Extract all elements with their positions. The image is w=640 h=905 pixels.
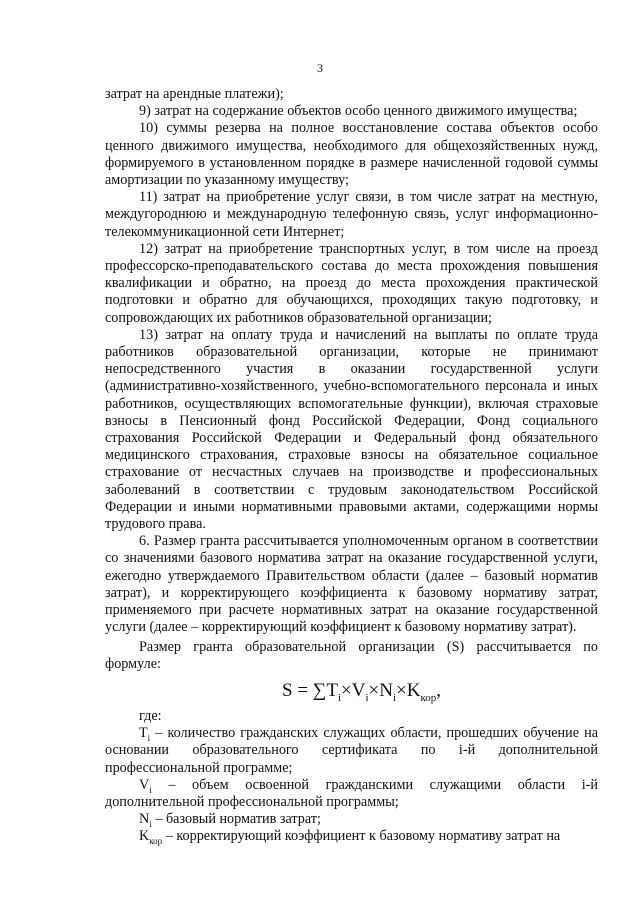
- definition-n-text: – базовый норматив затрат;: [151, 811, 321, 828]
- definition-v-text: – объем освоенной гражданскими служащими области i-й дополнительной профессиональной программы;: [105, 776, 598, 810]
- formula-sub-t: i: [337, 691, 341, 704]
- grant-formula: [105, 679, 598, 703]
- formula-sub-v: i: [365, 691, 369, 704]
- definition-n-symbol: N: [139, 811, 150, 828]
- paragraph-8-tail: затрат на арендные платежи);: [105, 86, 284, 102]
- document-body: [105, 86, 598, 846]
- paragraph-10: 10) суммы резерва на полное восстановление состава объектов особо ценного движимого имущества, необходимого для общехозяйственных нужд, формируемого в установленном порядке в размере начисленной годовой суммы амортизации по указанному имуществу;: [105, 120, 598, 189]
- paragraph-6: 6. Размер гранта рассчитывается уполномоченным органом в соответствии со значениями базового норматива затрат на оказание государственной услуги, ежегодно утверждаемого Правительством области (далее – базовый норматив затрат), и корректирующего коэффициента к базовому нормативу затрат, применяемого при расчете нормативных затрат на оказание государственной услуги (далее – корректирующий коэффициент к базовому нормативу затрат).: [105, 533, 598, 636]
- formula-sub-kor: кор: [420, 691, 437, 704]
- where-label: где:: [139, 707, 162, 724]
- definition-v-symbol: V: [139, 776, 150, 793]
- formula-n: ×N: [368, 679, 393, 701]
- definition-k-text: – корректирующий коэффициент к базовому нормативу затрат на: [162, 828, 561, 845]
- definition-n-subscript: i: [149, 818, 152, 829]
- formula-intro: Размер гранта образовательной организации (S) рассчитывается по формуле:: [105, 638, 598, 672]
- definition-k: [105, 828, 598, 845]
- definition-v: [105, 777, 598, 811]
- formula-v: ×V: [341, 679, 366, 701]
- definition-t: [105, 725, 598, 777]
- paragraph-13: 13) затрат на оплату труда и начислений на выплаты по оплате труда работников образовательной организации, которые не принимают непосредственного участия в оказании государственной услуги (административно-хозяйственного, учебно-вспомогательного персонала и иных работников, осуществляющих вспомогательные функции), включая страховые взносы в Пенсионный фонд Российской Федерации, Фонд социального страхования Российской Федерации и Федеральный фонд обязательного медицинского страхования, страховые взносы на обязательное социальное страхование от несчастных случаев на производстве и профессиональных заболеваний в соответствии с трудовым законодательством Российской Федерации и иными нормативными правовыми актами, содержащими нормы трудового права.: [105, 326, 598, 533]
- definition-v-subscript: i: [149, 784, 152, 795]
- definition-t-text: – количество гражданских служащих области, прошедших обучение на основании образовательного сертификата по i-й дополнительной профессиональной программе;: [105, 725, 598, 776]
- paragraph-12: 12) затрат на приобретение транспортных услуг, в том числе на проезд профессорско-преподавательского состава до места прохождения повышения квалификации и обратно, на проезд до места прохождения практической подготовки и обратно для обучающихся, проходящих такую подготовку, и сопровождающих их работников образовательной организации;: [105, 240, 598, 326]
- definition-t-subscript: i: [147, 732, 151, 743]
- formula-end: ,: [436, 679, 441, 701]
- paragraph-9: 9) затрат на содержание объектов особо ценного движимого имущества;: [139, 103, 578, 120]
- formula-lhs: S = ∑T: [282, 679, 338, 701]
- page-number: 3: [317, 61, 323, 75]
- definition-k-symbol: K: [139, 828, 150, 845]
- formula-k: ×K: [396, 679, 421, 701]
- definition-t-symbol: T: [139, 725, 148, 742]
- definition-n: [105, 811, 598, 828]
- formula-sub-n: i: [392, 691, 396, 704]
- paragraph-11: 11) затрат на приобретение услуг связи, в том числе затрат на местную, междугороднюю и международную телефонную связь, услуг информационно-телекоммуникационной сети Интернет;: [105, 189, 598, 240]
- definition-k-subscript: кор: [149, 836, 163, 847]
